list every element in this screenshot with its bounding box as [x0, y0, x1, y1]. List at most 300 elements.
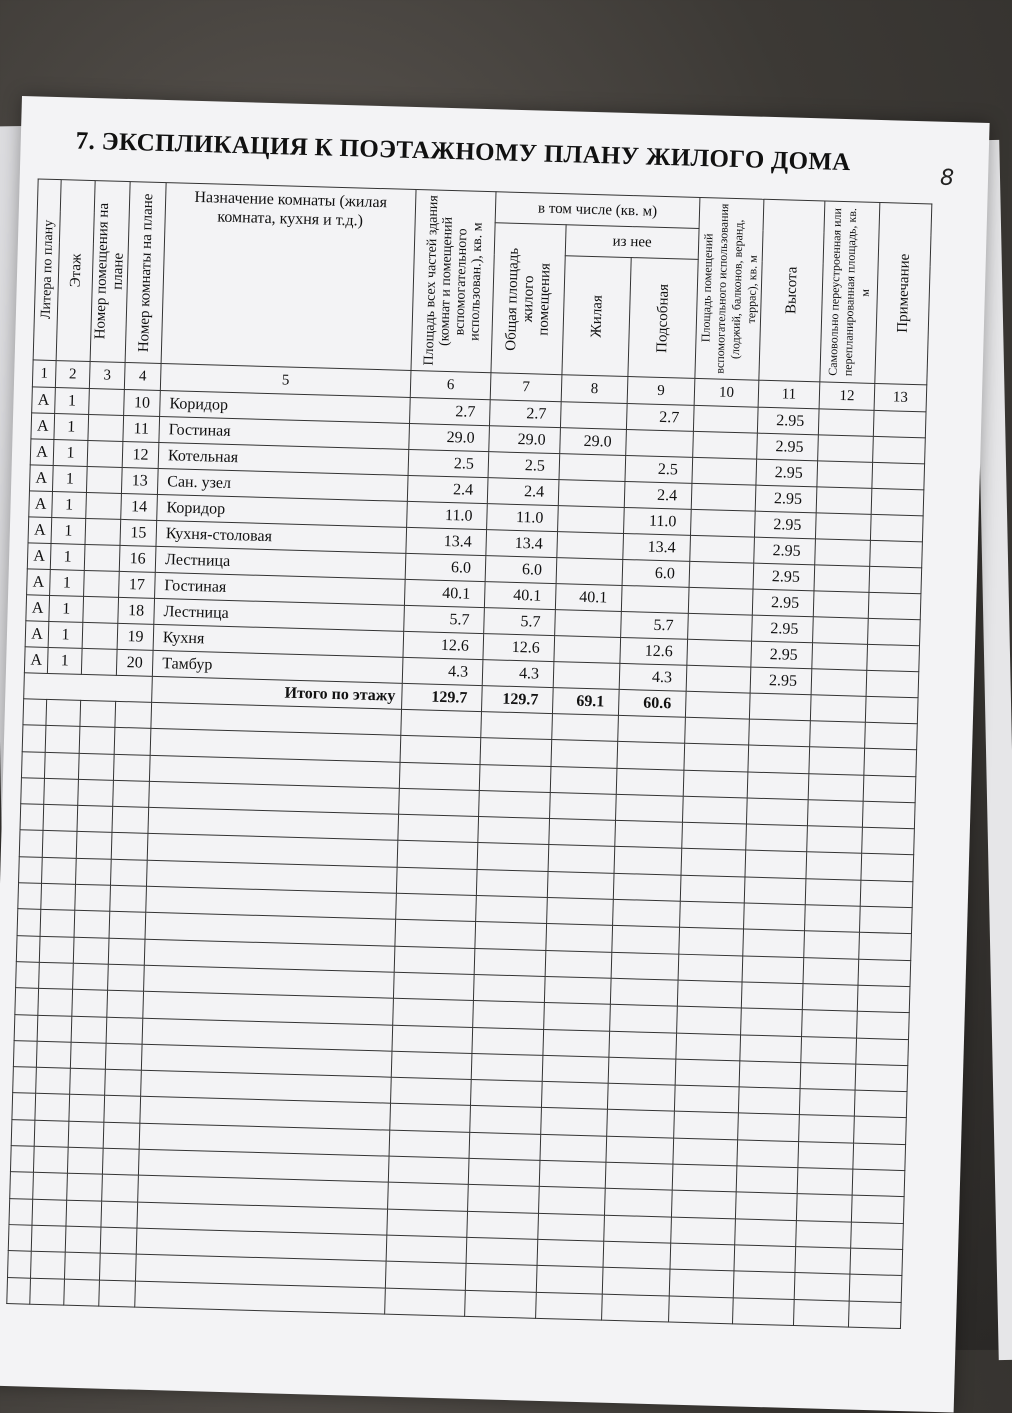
empty-cell	[10, 1146, 34, 1173]
empty-cell	[749, 719, 811, 747]
cell-living-premise-area: 13.4	[486, 530, 558, 558]
empty-cell	[73, 963, 109, 990]
empty-cell	[807, 826, 863, 854]
empty-cell	[539, 1187, 606, 1215]
column-number: 6	[410, 370, 491, 399]
empty-cell	[741, 1008, 803, 1036]
empty-cell	[736, 1166, 798, 1194]
cell-unauthorized-area	[812, 643, 868, 671]
cell-unauthorized-area	[816, 487, 872, 515]
empty-cell	[386, 1235, 467, 1264]
empty-cell	[100, 1227, 137, 1254]
cell-total-area: 40.1	[404, 579, 485, 607]
column-number: 8	[561, 375, 628, 404]
empty-cell	[479, 764, 551, 792]
empty-cell	[609, 1031, 677, 1059]
header-litera: Литера по плану	[33, 179, 61, 361]
empty-cell	[849, 1274, 902, 1302]
empty-cell	[16, 935, 40, 962]
empty-cell	[399, 762, 480, 791]
empty-cell	[103, 1122, 140, 1149]
cell-room-purpose: Котельная	[158, 442, 409, 475]
empty-cell	[864, 749, 917, 777]
cell-height: 2.95	[752, 589, 814, 617]
cell-premise-number	[85, 518, 121, 545]
empty-cell	[604, 1215, 672, 1243]
empty-cell	[607, 1110, 675, 1138]
totals-living-area: 69.1	[552, 688, 619, 716]
empty-cell	[536, 1292, 603, 1320]
cell-auxiliary-area	[693, 431, 758, 459]
empty-cell	[467, 1211, 539, 1239]
cell-total-area: 5.7	[404, 605, 485, 633]
empty-cell	[537, 1239, 604, 1267]
empty-cell	[41, 883, 76, 910]
empty-cell	[806, 852, 862, 880]
cell-auxiliary-area	[688, 587, 753, 615]
cell-premise-number	[86, 466, 122, 493]
empty-cell	[478, 817, 550, 845]
empty-cell	[33, 1173, 68, 1200]
empty-cell	[677, 1006, 742, 1034]
empty-cell	[549, 819, 616, 847]
empty-cell	[613, 899, 681, 927]
cell-living-area	[559, 454, 626, 482]
column-number: 4	[124, 362, 161, 390]
empty-cell	[607, 1083, 675, 1111]
empty-cell	[810, 721, 866, 749]
empty-cell	[615, 821, 683, 849]
empty-cell	[101, 1201, 138, 1228]
cell-living-premise-area: 2.4	[487, 478, 559, 506]
empty-cell	[114, 728, 151, 755]
empty-cell	[738, 1087, 800, 1115]
cell-room-purpose: Гостиная	[159, 416, 410, 449]
empty-cell	[541, 1108, 608, 1136]
empty-cell	[480, 738, 552, 766]
empty-cell	[802, 1010, 858, 1038]
empty-cell	[850, 1248, 903, 1276]
cell-height: 2.95	[752, 615, 814, 643]
empty-cell	[551, 740, 618, 768]
empty-cell	[33, 1146, 68, 1173]
cell-total-area: 2.5	[408, 449, 489, 477]
cell-living-area	[555, 610, 622, 638]
empty-cell	[684, 744, 749, 772]
empty-cell	[109, 912, 146, 939]
header-utility: Подсобная	[628, 258, 698, 379]
cell-room-number: 14	[121, 493, 158, 520]
empty-cell	[748, 745, 810, 773]
empty-cell	[808, 773, 864, 801]
cell-utility-area	[626, 430, 694, 458]
empty-cell	[102, 1148, 139, 1175]
column-number: 12	[819, 382, 875, 411]
empty-cell	[852, 1169, 905, 1197]
cell-utility-area: 5.7	[621, 611, 689, 639]
empty-cell	[110, 859, 147, 886]
empty-cell	[544, 1003, 611, 1031]
empty-cell	[618, 715, 686, 743]
cell-auxiliary-area	[691, 483, 756, 511]
empty-cell	[739, 1061, 801, 1089]
cell-total-area: 6.0	[405, 553, 486, 581]
empty-cell	[72, 990, 108, 1017]
empty-cell	[851, 1195, 904, 1223]
empty-cell	[66, 1200, 102, 1227]
empty-cell	[676, 1033, 741, 1061]
cell-room-number: 11	[123, 415, 160, 442]
empty-cell	[80, 700, 116, 727]
empty-cell	[395, 920, 476, 949]
empty-cell	[39, 936, 74, 963]
cell-total-area: 2.7	[410, 397, 491, 425]
cell-unauthorized-area	[811, 669, 867, 697]
empty-cell	[474, 948, 546, 976]
cell-unauthorized-area	[815, 539, 871, 567]
empty-cell	[13, 1041, 37, 1068]
empty-cell	[860, 880, 913, 908]
empty-cell	[608, 1057, 676, 1085]
empty-cell	[472, 1027, 544, 1055]
empty-cell	[547, 898, 614, 926]
cell-floor: 1	[49, 595, 84, 622]
empty-cell	[685, 717, 750, 745]
empty-cell	[540, 1134, 607, 1162]
empty-cell	[735, 1218, 797, 1246]
cell-note	[872, 462, 925, 489]
empty-cell	[862, 827, 915, 855]
empty-cell	[113, 780, 150, 807]
empty-cell	[804, 931, 860, 959]
empty-cell	[11, 1119, 35, 1146]
empty-cell	[21, 778, 45, 805]
empty-cell	[546, 924, 613, 952]
empty-cell	[543, 1029, 610, 1057]
empty-cell	[737, 1140, 799, 1168]
empty-cell	[603, 1241, 671, 1269]
empty-cell	[387, 1209, 468, 1238]
cell-premise-number	[86, 492, 122, 519]
cell-premise-number	[81, 648, 117, 675]
empty-cell	[805, 878, 861, 906]
empty-cell	[106, 1017, 143, 1044]
cell-room-purpose: Кухня	[153, 624, 404, 657]
header-room-purpose: Назначение комнаты (жилая комната, кухня и т.д.)	[161, 183, 416, 371]
cell-auxiliary-area	[688, 613, 753, 641]
empty-cell	[745, 850, 807, 878]
empty-cell	[36, 1067, 71, 1094]
empty-cell	[848, 1301, 901, 1329]
empty-cell	[396, 867, 477, 896]
cell-floor: 1	[55, 388, 90, 415]
empty-cell	[34, 1120, 69, 1147]
cell-total-area: 12.6	[403, 631, 484, 659]
empty-cell	[741, 982, 803, 1010]
empty-cell	[37, 1015, 72, 1042]
cell-floor: 1	[51, 517, 86, 544]
empty-cell	[16, 962, 40, 989]
empty-cell	[678, 954, 743, 982]
empty-cell	[616, 768, 684, 796]
empty-cell	[855, 1064, 908, 1092]
cell-room-number: 19	[117, 623, 154, 650]
column-number: 2	[55, 361, 90, 389]
cell-living-premise-area: 12.6	[483, 634, 555, 662]
page-title: 7. ЭКСПЛИКАЦИЯ К ПОЭТАЖНОМУ ПЛАНУ ЖИЛОГО ДОМА	[75, 127, 851, 177]
empty-cell	[807, 800, 863, 828]
empty-cell	[682, 822, 747, 850]
empty-cell	[19, 857, 43, 884]
empty-cell	[112, 806, 149, 833]
totals-utility-area: 60.6	[618, 689, 686, 717]
cell-height: 2.95	[756, 459, 818, 487]
cell-living-area: 29.0	[560, 428, 627, 456]
column-number: 13	[874, 383, 927, 411]
cell-note	[870, 514, 923, 541]
empty-cell	[682, 796, 747, 824]
empty-cell	[734, 1245, 796, 1273]
cell-premise-number	[83, 596, 119, 623]
cell-living-premise-area: 2.7	[489, 400, 561, 428]
empty-cell	[798, 1141, 854, 1169]
column-number: 7	[490, 373, 562, 402]
empty-cell	[40, 910, 75, 937]
empty-cell	[390, 1104, 471, 1133]
header-note: Примечание	[875, 202, 932, 384]
cell-living-premise-area: 2.5	[488, 452, 560, 480]
totals-unauthorized-area	[810, 695, 866, 723]
empty-cell	[397, 841, 478, 870]
cell-premise-number	[82, 622, 118, 649]
empty-cell	[31, 1225, 66, 1252]
cell-living-premise-area: 29.0	[489, 426, 561, 454]
empty-cell	[744, 877, 806, 905]
cell-room-number: 10	[124, 389, 161, 416]
cell-room-number: 12	[122, 441, 159, 468]
cell-room-purpose: Кухня-столовая	[156, 520, 407, 553]
empty-cell	[552, 714, 619, 742]
cell-height: 2.95	[751, 641, 813, 669]
cell-litera: А	[31, 413, 55, 440]
cell-room-purpose: Сан. узел	[157, 468, 408, 501]
cell-living-premise-area: 4.3	[482, 660, 554, 688]
empty-cell	[42, 831, 77, 858]
empty-cell	[385, 1288, 466, 1317]
cell-litera: А	[29, 491, 53, 518]
empty-cell	[19, 830, 43, 857]
cell-premise-number	[87, 440, 123, 467]
empty-cell	[477, 843, 549, 871]
cell-room-purpose: Гостиная	[155, 572, 406, 605]
explication-table	[6, 178, 932, 1328]
empty-cell	[9, 1198, 33, 1225]
cell-unauthorized-area	[814, 565, 870, 593]
cell-height: 2.95	[754, 537, 816, 565]
empty-cell	[538, 1213, 605, 1241]
document-page	[0, 96, 990, 1413]
empty-cell	[45, 726, 80, 753]
cell-note	[867, 644, 920, 671]
empty-cell	[862, 801, 915, 829]
empty-cell	[738, 1113, 800, 1141]
totals-spacer	[24, 673, 153, 703]
empty-cell	[401, 709, 482, 738]
header-room-number: Номер комнаты на плане	[125, 182, 166, 364]
empty-cell	[735, 1192, 797, 1220]
empty-cell	[473, 1001, 545, 1029]
empty-cell	[104, 1096, 141, 1123]
empty-cell	[680, 875, 745, 903]
empty-cell	[809, 747, 865, 775]
empty-cell	[793, 1299, 849, 1327]
empty-cell	[46, 699, 81, 726]
empty-cell	[854, 1090, 907, 1118]
cell-total-area: 2.4	[407, 475, 488, 503]
empty-cell	[36, 1041, 71, 1068]
empty-cell	[669, 1296, 734, 1324]
empty-cell	[20, 804, 44, 831]
empty-cell	[605, 1162, 673, 1190]
empty-cell	[15, 988, 39, 1015]
empty-cell	[802, 984, 858, 1012]
empty-cell	[105, 1043, 142, 1070]
empty-cell	[107, 991, 144, 1018]
empty-cell	[21, 751, 45, 778]
cell-premise-number	[89, 388, 125, 415]
empty-cell	[388, 1156, 469, 1185]
cell-litera: А	[24, 647, 48, 674]
empty-cell	[602, 1294, 670, 1322]
empty-cell	[742, 956, 804, 984]
cell-living-area	[560, 402, 627, 430]
empty-cell	[111, 833, 148, 860]
cell-room-number: 20	[116, 649, 153, 676]
empty-cell	[672, 1164, 737, 1192]
cell-living-area	[553, 662, 620, 690]
empty-cell	[606, 1136, 674, 1164]
cell-auxiliary-area	[687, 639, 752, 667]
column-number: 1	[32, 360, 56, 388]
cell-height: 2.95	[757, 433, 819, 461]
cell-utility-area: 12.6	[620, 637, 688, 665]
empty-cell	[473, 974, 545, 1002]
header-living: Жилая	[562, 256, 631, 377]
empty-cell	[746, 824, 808, 852]
empty-cell	[674, 1085, 739, 1113]
empty-cell	[799, 1115, 855, 1143]
empty-cell	[115, 701, 152, 728]
empty-cell	[75, 884, 111, 911]
totals-living-premise-area: 129.7	[481, 686, 553, 714]
empty-cell	[12, 1093, 36, 1120]
empty-cell	[22, 725, 46, 752]
cell-room-number: 15	[120, 519, 157, 546]
empty-cell	[78, 753, 114, 780]
cell-room-number: 17	[119, 571, 156, 598]
cell-living-area	[557, 532, 624, 560]
cell-litera: А	[27, 543, 51, 570]
header-including-group: в том числе (кв. м)	[495, 192, 700, 229]
empty-cell	[43, 805, 78, 832]
cell-living-area	[558, 506, 625, 534]
cell-note	[873, 436, 926, 463]
cell-litera: А	[32, 387, 56, 414]
empty-cell	[617, 742, 685, 770]
cell-room-number: 18	[118, 597, 155, 624]
cell-litera: А	[28, 517, 52, 544]
cell-premise-number	[84, 544, 120, 571]
empty-cell	[683, 770, 748, 798]
cell-utility-area	[621, 585, 689, 613]
cell-floor: 1	[50, 543, 85, 570]
cell-note	[868, 592, 921, 619]
empty-cell	[803, 957, 859, 985]
empty-cell	[389, 1130, 470, 1159]
empty-cell	[64, 1252, 100, 1279]
cell-room-purpose: Лестница	[155, 546, 406, 579]
empty-cell	[65, 1226, 101, 1253]
empty-cell	[465, 1290, 537, 1318]
empty-cell	[744, 903, 806, 931]
empty-cell	[68, 1121, 104, 1148]
empty-cell	[796, 1194, 852, 1222]
empty-cell	[863, 775, 916, 803]
cell-premise-number	[84, 570, 120, 597]
cell-living-premise-area: 6.0	[485, 556, 557, 584]
cell-utility-area: 13.4	[623, 533, 691, 561]
empty-cell	[865, 722, 918, 750]
column-number: 11	[758, 380, 820, 409]
page-number: 8	[939, 165, 955, 192]
cell-utility-area: 2.4	[624, 481, 692, 509]
empty-cell	[8, 1251, 32, 1278]
empty-cell	[73, 937, 109, 964]
empty-cell	[856, 1038, 909, 1066]
empty-cell	[396, 893, 477, 922]
empty-cell	[398, 814, 479, 843]
cell-room-purpose: Коридор	[157, 494, 408, 527]
empty-cell	[102, 1175, 139, 1202]
empty-cell	[859, 906, 912, 934]
empty-cell	[733, 1271, 795, 1299]
empty-cell	[610, 978, 678, 1006]
empty-cell	[476, 896, 548, 924]
totals-auxiliary-area	[685, 691, 750, 719]
cell-note	[868, 618, 921, 645]
cell-room-purpose: Тамбур	[152, 650, 403, 683]
empty-cell	[399, 788, 480, 817]
cell-unauthorized-area	[818, 409, 874, 437]
cell-unauthorized-area	[813, 617, 869, 645]
empty-cell	[614, 847, 682, 875]
header-unauthorized-area: Самовольно переустроенная или перепланированная площадь, кв. м	[820, 201, 880, 383]
cell-living-area	[554, 636, 621, 664]
empty-cell	[468, 1158, 540, 1186]
cell-note	[870, 540, 923, 567]
empty-cell	[394, 946, 475, 975]
column-number: 5	[160, 363, 411, 397]
empty-cell	[64, 1279, 100, 1306]
cell-floor: 1	[52, 492, 87, 519]
empty-cell	[70, 1068, 106, 1095]
cell-height: 2.95	[755, 485, 817, 513]
empty-cell	[14, 1014, 38, 1041]
cell-auxiliary-area	[692, 457, 757, 485]
empty-cell	[77, 806, 113, 833]
totals-note	[865, 696, 918, 723]
cell-total-area: 4.3	[402, 657, 483, 685]
